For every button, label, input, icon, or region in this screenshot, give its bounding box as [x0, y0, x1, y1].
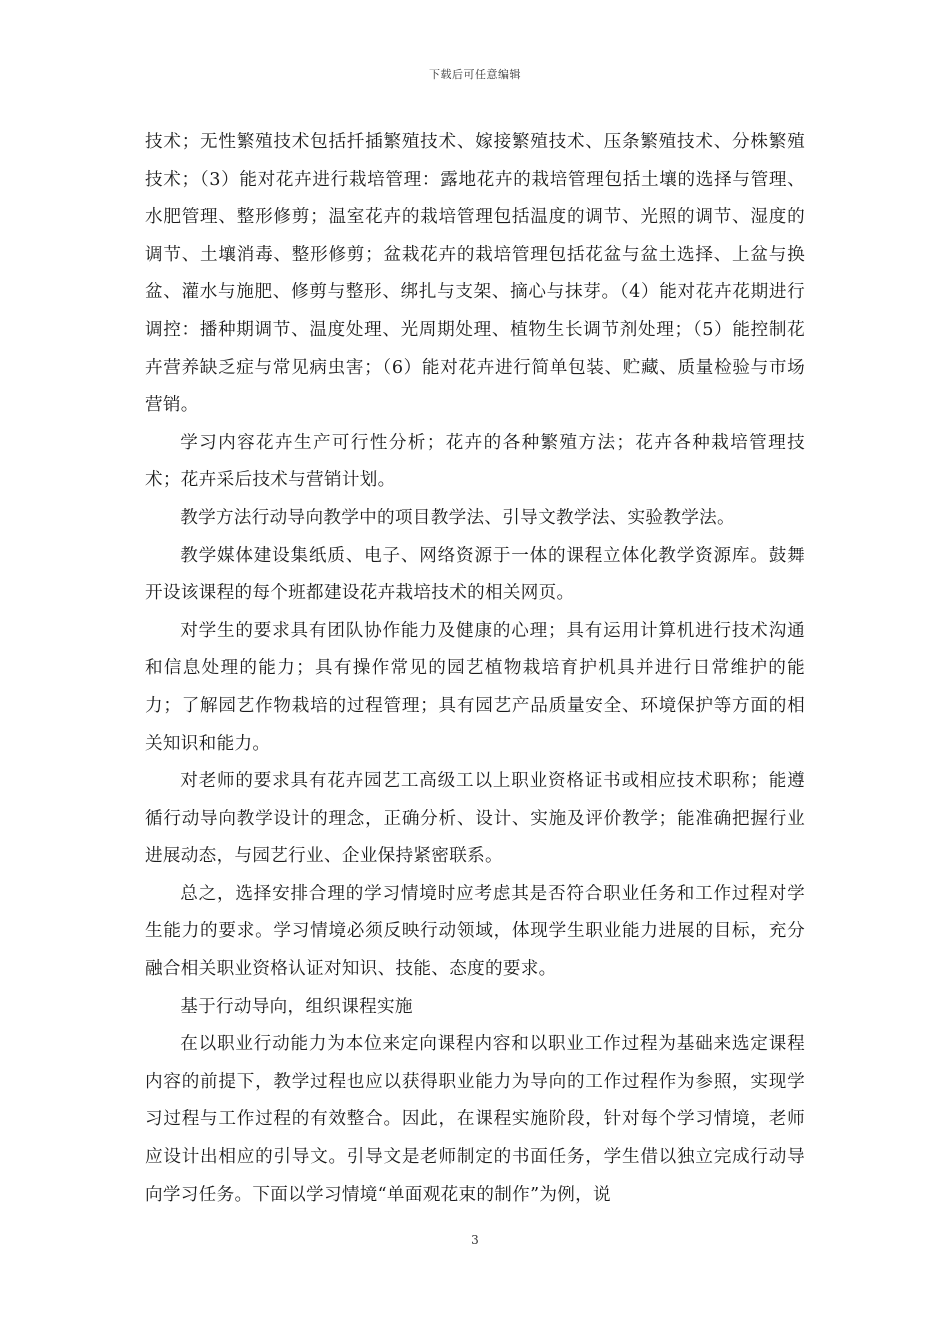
paragraph-5: 对学生的要求具有团队协作能力及健康的心理；具有运用计算机进行技术沟通和信息处理的能力；具有操作常见的园艺植物栽培育护机具并进行日常维护的能力；了解园艺作物栽培的过程管理；具有园艺产品质量安全、环境保护等方面的相关知识和能力。: [145, 620, 805, 754]
paragraph-1: 技术；无性繁殖技术包括扦插繁殖技术、嫁接繁殖技术、压条繁殖技术、分株繁殖技术；（3）能对花卉进行栽培管理：露地花卉的栽培管理包括土壤的选择与管理、水肥管理、整形修剪；温室花卉的栽培管理包括温度的调节、光照的调节、湿度的调节、土壤消毒、整形修剪；盆栽花卉的栽培管理包括花盆与盆土选择、上盆与换盆、灌水与施肥、修剪与整形、绑扎与支架、摘心与抹芽。（4）能对花卉花期进行调控：播种期调节、温度处理、光周期处理、植物生长调节剂处理；（5）能控制花卉营养缺乏症与常见病虫害；（6）能对花卉进行简单包装、贮藏、质量检验与市场营销。: [145, 132, 805, 416]
document-body: [145, 124, 805, 1214]
section-heading: 基于行动导向，组织课程实施: [180, 996, 413, 1017]
paragraph-6: 对老师的要求具有花卉园艺工高级工以上职业资格证书或相应技术职称；能遵循行动导向教学设计的理念，正确分析、设计、实施及评价教学；能准确把握行业进展动态，与园艺行业、企业保持紧密联系。: [145, 771, 805, 867]
page-number: 3: [471, 1233, 479, 1247]
paragraph-4: 教学媒体建设集纸质、电子、网络资源于一体的课程立体化教学资源库。鼓舞开设该课程的每个班都建设花卉栽培技术的相关网页。: [145, 545, 805, 604]
page-header: 下载后可任意编辑: [429, 68, 521, 81]
paragraph-7: 总之，选择安排合理的学习情境时应考虑其是否符合职业任务和工作过程对学生能力的要求。学习情境必须反映行动领域，体现学生职业能力进展的目标，充分融合相关职业资格认证对知识、技能、态度的要求。: [145, 883, 805, 980]
paragraph-8: 在以职业行动能力为本位来定向课程内容和以职业工作过程为基础来选定课程内容的前提下，教学过程也应以获得职业能力为导向的工作过程作为参照，实现学习过程与工作过程的有效整合。因此，在课程实施阶段，针对每个学习情境，老师应设计出相应的引导文。引导文是老师制定的书面任务，学生借以独立完成行动导向学习任务。下面以学习情境“单面观花束的制作”为例，说: [145, 1034, 805, 1205]
paragraph-2: 学习内容花卉生产可行性分析；花卉的各种繁殖方法；花卉各种栽培管理技术；花卉采后技术与营销计划。: [145, 432, 805, 491]
paragraph-3: 教学方法行动导向教学中的项目教学法、引导文教学法、实验教学法。: [180, 507, 735, 528]
